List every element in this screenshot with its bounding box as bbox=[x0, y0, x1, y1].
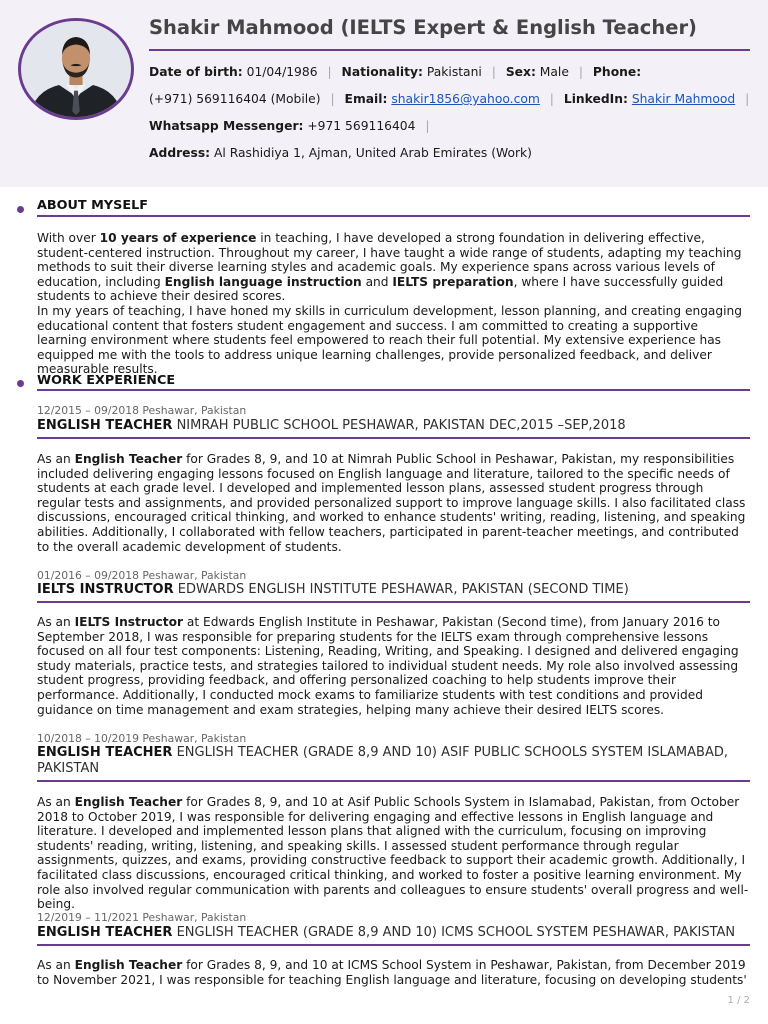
text-run: and bbox=[361, 274, 393, 289]
nationality-label: Nationality: bbox=[341, 65, 423, 79]
name-divider bbox=[149, 49, 750, 51]
work-section-divider bbox=[37, 389, 750, 391]
address-value: Al Rashidiya 1, Ajman, United Arab Emirates (Work) bbox=[214, 146, 532, 160]
phone-label: Phone: bbox=[592, 65, 642, 79]
job-title bbox=[37, 925, 750, 941]
text-run: , where I have successfully guided students to achieve their desired scores. bbox=[37, 274, 724, 304]
text-run: With over bbox=[37, 231, 100, 245]
job-date: 12/2019 – 11/2021 Peshawar, Pakistan bbox=[37, 911, 247, 924]
job-description bbox=[37, 615, 750, 717]
whatsapp-label: Whatsapp Messenger: bbox=[149, 119, 304, 133]
job-organization: ENGLISH TEACHER (GRADE 8,9 AND 10) ICMS SCHOOL SYSTEM PESHAWAR, PAKISTAN bbox=[172, 925, 736, 940]
text-run: As an bbox=[37, 452, 75, 466]
text-run-bold: English language instruction bbox=[164, 274, 362, 289]
whatsapp-value: +971 569116404 bbox=[307, 119, 416, 133]
job-divider bbox=[37, 437, 750, 439]
job-date: 01/2016 – 09/2018 Peshawar, Pakistan bbox=[37, 569, 247, 582]
linkedin-label: LinkedIn: bbox=[563, 92, 628, 106]
text-run-bold: English Teacher bbox=[74, 452, 183, 466]
text-run: As an bbox=[37, 958, 75, 972]
personal-info-row-2 bbox=[149, 92, 755, 106]
dob-value: 01/04/1986 bbox=[246, 65, 318, 79]
job-role: ENGLISH TEACHER bbox=[37, 925, 173, 940]
sex-label: Sex: bbox=[505, 65, 536, 79]
personal-info-row-4 bbox=[149, 146, 532, 160]
job-role: IELTS INSTRUCTOR bbox=[37, 582, 174, 597]
section-bullet-icon bbox=[17, 206, 24, 213]
address-label: Address: bbox=[149, 146, 211, 160]
text-run: at Edwards English Institute in Peshawar, Pakistan (Second time), from January 2016 to September 2018, I was responsible for preparing students for the IELTS exam through comprehensive lessons focused on all four test components: Listening, Reading, Writing, and Speaking. I designed and delivered engaging study materials, practice tests, and strategies tailored to individual student needs. My role also involved assessing student progress, providing feedback, and offering personalized coaching to help students improve their performance. Additionally, I conducted mock exams to familiarize students with test conditions and provided guidance on time management and exam strategies, helping many achieve their desired IELTS scores. bbox=[37, 615, 739, 717]
text-run: in teaching, I have developed a strong foundation in delivering effective, student-centered instruction. Throughout my career, I have taught a wide range of students, adapting my teaching methods to suit their diverse learning styles and academic goals. My experience spans across various levels of education, including bbox=[37, 231, 742, 289]
email-link[interactable]: shakir1856@yahoo.com bbox=[391, 92, 540, 106]
separator: | bbox=[578, 65, 583, 79]
text-run: for Grades 8, 9, and 10 at ICMS School System in Peshawar, Pakistan, from December 2019 to November 2021, I was responsible for teaching English language and literature, focusing on developing students' bbox=[37, 958, 747, 987]
text-run: for Grades 8, 9, and 10 at Nimrah Public School in Peshawar, Pakistan, my responsibilities included delivering engaging lessons focused on English language and literature, tailored to the specific needs of students at each grade level. I developed and implemented lesson plans, assessed student progress through regular tests and assignments, and provided personalized support to improve language skills. I also facilitated class discussions, encouraged critical thinking, and worked to enhance students' writing, reading, listening, and speaking abilities. Additionally, I collaborated with fellow teachers, participated in parent-teacher meetings, and contributed to the overall academic development of students. bbox=[37, 452, 746, 554]
job-date: 12/2015 – 09/2018 Peshawar, Pakistan bbox=[37, 404, 247, 417]
personal-info-row-3 bbox=[149, 119, 436, 133]
about-paragraph-2: In my years of teaching, I have honed my skills in curriculum development, lesson planning, and creating engaging educational content that fosters student engagement and success. I am committed to creating a supportive learning environment where students feel empowered to reach their full potential. My extensive experience has equipped me with the tools to address unique learning challenges, provide personalized feedback, and deliver measurable results. bbox=[37, 304, 742, 377]
about-section-divider bbox=[37, 215, 750, 217]
job-organization: NIMRAH PUBLIC SCHOOL PESHAWAR, PAKISTAN DEC,2015 –SEP,2018 bbox=[172, 418, 626, 433]
linkedin-link[interactable]: Shakir Mahmood bbox=[631, 92, 736, 106]
text-run-bold: 10 years of experience bbox=[99, 231, 257, 245]
separator: | bbox=[330, 92, 335, 106]
sex-value: Male bbox=[539, 65, 569, 79]
job-divider bbox=[37, 780, 750, 782]
page-number: 1 / 2 bbox=[727, 995, 750, 1006]
email-label: Email: bbox=[344, 92, 388, 106]
nationality-value: Pakistani bbox=[426, 65, 482, 79]
dob-label: Date of birth: bbox=[149, 65, 243, 79]
text-run-bold: English Teacher bbox=[74, 958, 183, 972]
text-run-bold: IELTS preparation bbox=[392, 274, 514, 289]
text-run: As an bbox=[37, 795, 75, 809]
separator: | bbox=[491, 65, 496, 79]
about-paragraph-1 bbox=[37, 231, 750, 304]
separator: | bbox=[549, 92, 554, 106]
text-run: As an bbox=[37, 615, 75, 629]
job-divider bbox=[37, 601, 750, 603]
job-description bbox=[37, 452, 750, 554]
separator: | bbox=[745, 92, 750, 106]
resume-name: Shakir Mahmood (IELTS Expert & English Teacher) bbox=[149, 16, 697, 39]
job-organization: EDWARDS ENGLISH INSTITUTE PESHAWAR, PAKISTAN (SECOND TIME) bbox=[173, 582, 629, 597]
text-run-bold: English Teacher bbox=[74, 795, 183, 809]
job-divider bbox=[37, 944, 750, 946]
job-description bbox=[37, 958, 750, 987]
phone-value: (+971) 569116404 (Mobile) bbox=[149, 92, 321, 106]
text-run-bold: IELTS Instructor bbox=[74, 615, 183, 629]
job-organization: ENGLISH TEACHER (GRADE 8,9 AND 10) ASIF PUBLIC SCHOOLS SYSTEM ISLAMABAD, PAKISTAN bbox=[37, 745, 728, 776]
job-role: ENGLISH TEACHER bbox=[37, 745, 173, 760]
work-section-title: WORK EXPERIENCE bbox=[37, 373, 176, 388]
text-run: for Grades 8, 9, and 10 at Asif Public Schools System in Islamabad, Pakistan, from October 2018 to October 2019, I was responsible for delivering engaging and effective lessons in English language and literature. I developed and implemented lesson plans that aligned with the curriculum, focusing on improving students' reading, writing, listening, and speaking skills. I assessed student performance through regular assignments, quizzes, and exams, providing constructive feedback to support their academic growth. Additionally, I facilitated class discussions, encouraged critical thinking, and worked to foster a positive learning environment. My role also involved regular communication with parents and colleagues to ensure students' overall progress and well-being. bbox=[37, 795, 749, 912]
job-date: 10/2018 – 10/2019 Peshawar, Pakistan bbox=[37, 732, 247, 745]
section-bullet-icon bbox=[17, 380, 24, 387]
job-role: ENGLISH TEACHER bbox=[37, 418, 173, 433]
person-portrait-icon bbox=[21, 21, 131, 117]
separator: | bbox=[327, 65, 332, 79]
separator: | bbox=[425, 119, 430, 133]
job-description bbox=[37, 795, 750, 912]
job-title bbox=[37, 745, 750, 777]
profile-photo bbox=[18, 18, 134, 120]
job-title bbox=[37, 582, 750, 598]
header-banner bbox=[0, 0, 768, 187]
personal-info-row-1 bbox=[149, 65, 641, 79]
about-section-title: ABOUT MYSELF bbox=[37, 198, 148, 213]
job-title bbox=[37, 418, 750, 434]
